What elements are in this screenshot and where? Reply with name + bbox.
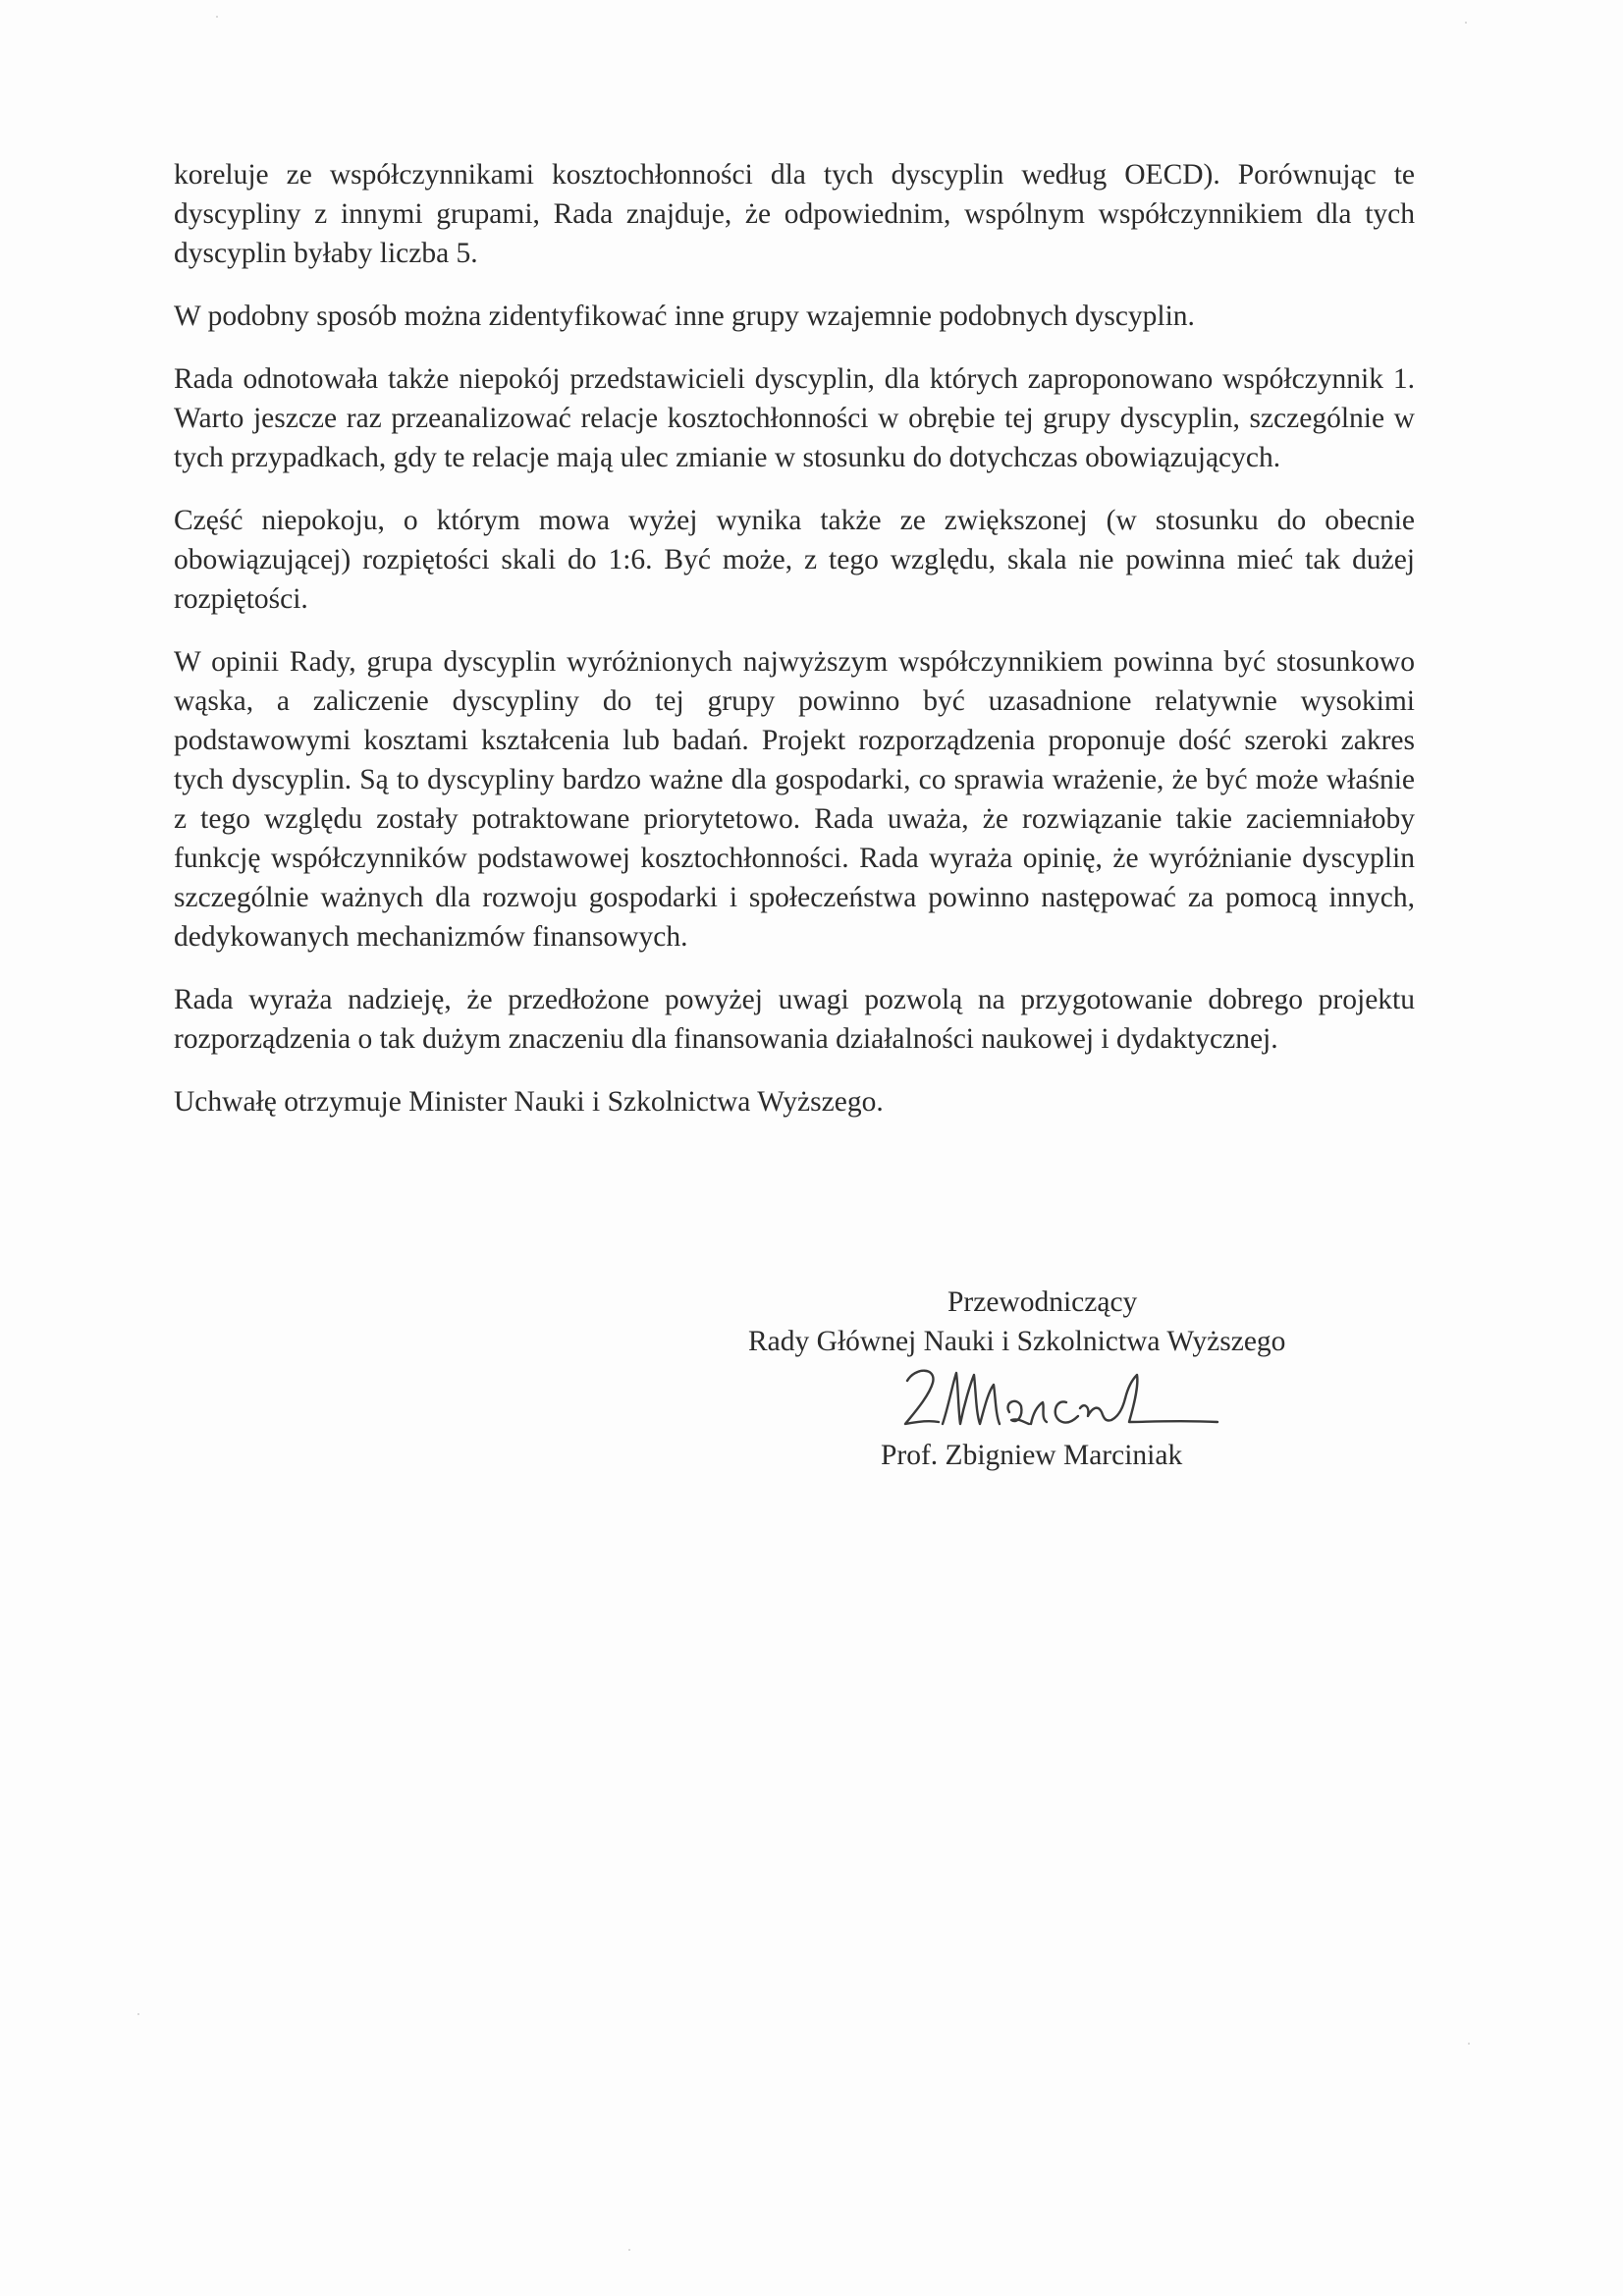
- paragraph-highest-coefficient: W opinii Rady, grupa dyscyplin wyróżnionych najwyższym współczynnikiem powinna być stosunkowo wąska, a zaliczenie dyscypliny do tej grupy powinno być uzasadnione relatywnie wysokimi podstawowymi kosztami kształcenia lub badań. Projekt rozporządzenia proponuje dość szeroki zakres tych dyscyplin. Są to dyscypliny bardzo ważne dla gospodarki, co sprawia wrażenie, że być może właśnie z tego względu zostały potraktowane priorytetowo. Rada uważa, że rozwiązanie takie zaciemniałoby funkcję współczynników podstawowej kosztochłonności. Rada wyraża opinię, że wyróżnianie dyscyplin szczególnie ważnych dla rozwoju gospodarki i społeczeństwa powinno następować za pomocą innych, dedykowanych mechanizmów finansowych.: [174, 646, 1415, 953]
- scan-speck: [216, 16, 218, 18]
- scan-speck: [137, 2013, 139, 2015]
- signatory-title: Przewodniczący: [947, 1286, 1138, 1318]
- paragraph-recipient: Uchwałę otrzymuje Minister Nauki i Szkolnictwa Wyższego.: [174, 1086, 884, 1118]
- scan-speck: [1465, 22, 1467, 24]
- paragraph-coefficient-one: Rada odnotowała także niepokój przedstawicieli dyscyplin, dla których zaproponowano współczynnik 1. Warto jeszcze raz przeanalizować relacje kosztochłonności w obrębie tej grupy dyscyplin, szczególnie w tych przypadkach, gdy te relacje mają ulec zmianie w stosunku do dotychczas obowiązujących.: [174, 363, 1415, 473]
- paragraph-oecd-coefficients: koreluje ze współczynnikami kosztochłonności dla tych dyscyplin według OECD). Porównując te dyscypliny z innymi grupami, Rada znajduje, że odpowiednim, wspólnym współczynnikiem dla tych dyscyplin byłaby liczba 5.: [174, 159, 1415, 269]
- scan-speck: [628, 2249, 630, 2251]
- paragraph-similar-groups: W podobny sposób można zidentyfikować inne grupy wzajemnie podobnych dyscyplin.: [174, 301, 1195, 332]
- paragraph-scale-range: Część niepokoju, o którym mowa wyżej wynika także ze zwiększonej (w stosunku do obecnie obowiązującej) rozpiętości skali do 1:6. Być może, z tego względu, skala nie powinna mieć tak dużej rozpiętości.: [174, 505, 1415, 615]
- handwritten-signature-icon: [893, 1363, 1247, 1436]
- scan-speck: [1468, 2043, 1470, 2045]
- handwritten-signature: [746, 1363, 1375, 1436]
- signatory-name: Prof. Zbigniew Marciniak: [881, 1440, 1183, 1471]
- signature-block: [746, 1283, 1375, 1475]
- paragraph-hope: Rada wyraża nadzieję, że przedłożone powyżej uwagi pozwolą na przygotowanie dobrego projektu rozporządzenia o tak dużym znaczeniu dla finansowania działalności naukowej i dydaktycznej.: [174, 984, 1415, 1055]
- letter-body: [174, 155, 1415, 1145]
- signatory-council: Rady Głównej Nauki i Szkolnictwa Wyższego: [748, 1326, 1286, 1357]
